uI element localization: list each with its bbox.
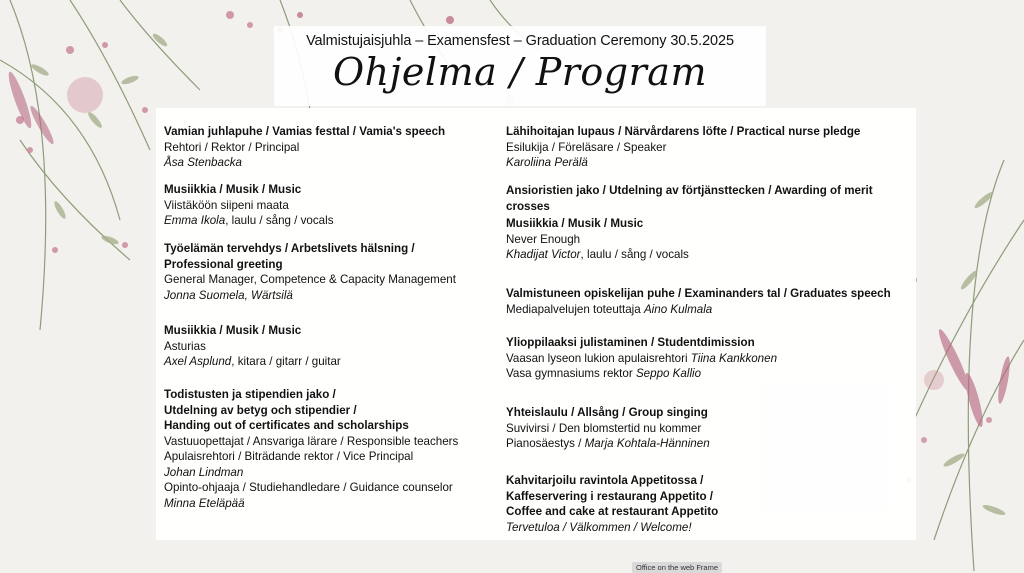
program-item-line	[506, 155, 911, 171]
program-item-heading: Vamian juhlapuhe / Vamias festtal / Vamia's speech	[164, 125, 446, 138]
program-item-line	[164, 155, 504, 171]
line-text: , laulu / sång / vocals	[225, 214, 334, 227]
performer-name: Khadijat Victor	[506, 248, 581, 261]
line-text: Vastuuopettajat / Ansvariga lärare / Responsible teachers	[164, 434, 459, 448]
program-item-line	[506, 140, 911, 156]
program-item-heading: Todistusten ja stipendien jako /	[164, 388, 336, 401]
line-text: Apulaisrehtori / Biträdande rektor / Vice Principal	[164, 450, 414, 463]
program-item	[506, 183, 911, 214]
performer-name: Johan Lindman	[164, 465, 244, 479]
performer-name: Tervetuloa / Välkommen / Welcome!	[506, 520, 692, 534]
performer-name: Aino Kulmala	[643, 302, 713, 316]
program-item-line	[164, 140, 504, 156]
page-title: Ohjelma / Program	[333, 50, 707, 94]
program-item-heading: Ylioppilaaksi julistaminen / Studentdimission	[506, 336, 755, 349]
line-text: , kitara / gitarr / guitar	[231, 355, 341, 368]
performer-name: Jonna Suomela, Wärtsilä	[164, 288, 293, 302]
program-item-line	[506, 421, 911, 437]
performer-name: Seppo Kallio	[635, 367, 702, 380]
program-item-heading: Kahvitarjoilu ravintola Appetitossa /	[506, 474, 704, 487]
program-item-line	[164, 272, 504, 288]
line-text: Rehtori / Rektor / Principal	[164, 140, 300, 154]
program-item-heading: Professional greeting	[164, 257, 283, 271]
program-item	[164, 241, 504, 303]
program-item	[164, 182, 504, 229]
program-item-line	[506, 436, 911, 452]
performer-name: Tiina Kankkonen	[690, 351, 778, 365]
program-item-heading: Musiikkia / Musik / Music	[164, 324, 302, 337]
line-text: Vasa gymnasiums rektor	[506, 367, 636, 380]
program-item	[164, 387, 504, 511]
program-item-heading: Yhteislaulu / Allsång / Group singing	[506, 406, 708, 419]
line-text: Asturias	[164, 339, 206, 353]
program-item-heading: Ansioristien jako / Utdelning av förtjänsttecken / Awarding of merit crosses	[506, 184, 873, 213]
program-item-heading: Kaffeservering i restaurang Appetito /	[506, 489, 714, 503]
program-item-line	[164, 465, 504, 481]
program-card	[156, 108, 916, 540]
program-item-line	[164, 480, 504, 496]
program-item-heading: Utdelning av betyg och stipendier /	[164, 403, 357, 417]
program-item-heading: Lähihoitajan lupaus / Närvårdarens löfte / Practical nurse pledge	[506, 125, 861, 138]
program-item-line	[164, 496, 504, 512]
header-card	[274, 26, 766, 106]
program-item-line	[164, 339, 504, 355]
performer-name: Marja Kohtala-Hänninen	[584, 437, 710, 450]
program-item-line	[164, 354, 504, 370]
line-text: General Manager, Competence & Capacity Management	[164, 273, 456, 286]
program-item-heading: Handing out of certificates and scholarships	[164, 419, 409, 432]
program-item	[164, 323, 504, 370]
program-item	[164, 124, 504, 171]
program-item-line	[506, 302, 911, 318]
performer-name: Minna Eteläpää	[164, 496, 245, 510]
program-item-line	[506, 247, 911, 263]
line-text: Pianosäestys /	[506, 437, 585, 450]
program-item-heading: Coffee and cake at restaurant Appetito	[506, 505, 719, 518]
program-item	[506, 335, 911, 382]
program-item-line	[506, 232, 911, 248]
program-item	[506, 286, 911, 317]
line-text: Viistäköön siipeni maata	[164, 198, 289, 212]
line-text: , laulu / sång / vocals	[580, 248, 689, 261]
program-item-line	[164, 213, 504, 229]
performer-name: Karoliina Perälä	[506, 156, 588, 169]
program-item	[506, 124, 911, 171]
program-item	[506, 473, 911, 535]
program-item-heading: Työelämän tervehdys / Arbetslivets hälsning /	[164, 242, 415, 255]
program-item-line	[164, 288, 504, 304]
performer-name: Åsa Stenbacka	[164, 156, 242, 169]
line-text: Never Enough	[506, 232, 581, 246]
program-item	[506, 216, 911, 263]
program-item-heading: Valmistuneen opiskelijan puhe / Examinanders tal / Graduates speech	[506, 287, 891, 300]
performer-name: Emma Ikola	[164, 214, 226, 227]
program-item	[506, 405, 911, 452]
program-item-heading: Musiikkia / Musik / Music	[164, 183, 302, 196]
line-text: Suvivirsi / Den blomstertid nu kommer	[506, 421, 702, 435]
program-item-line	[164, 449, 504, 465]
program-item-line	[506, 520, 911, 536]
event-subtitle: Valmistujaisjuhla – Examensfest – Graduation Ceremony 30.5.2025	[306, 33, 734, 49]
line-text: Opinto-ohjaaja / Studiehandledare / Guidance counselor	[164, 481, 453, 494]
program-item-heading: Musiikkia / Musik / Music	[506, 217, 644, 230]
line-text: Vaasan lyseon lukion apulaisrehtori	[506, 351, 691, 365]
office-frame-label: Office on the web Frame	[632, 562, 722, 573]
program-item-line	[164, 198, 504, 214]
line-text: Esilukija / Föreläsare / Speaker	[506, 140, 667, 154]
program-item-line	[506, 351, 911, 367]
line-text: Mediapalvelujen toteuttaja	[506, 302, 644, 316]
program-item-line	[506, 366, 911, 382]
performer-name: Axel Asplund	[164, 355, 232, 368]
program-item-line	[164, 434, 504, 450]
